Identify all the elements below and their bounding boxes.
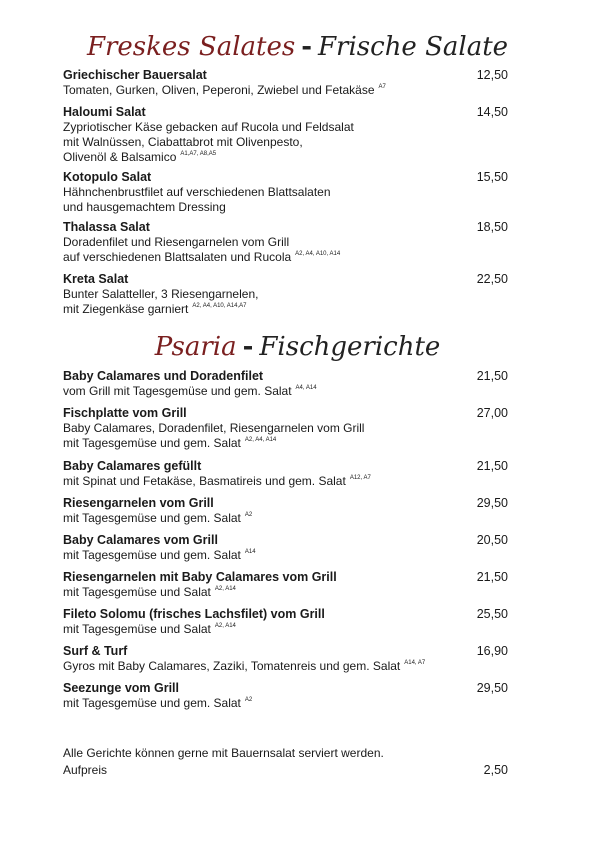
menu-item (63, 495, 513, 526)
dish-price: 21,50 (476, 369, 508, 383)
dish-price: 16,90 (476, 644, 508, 658)
allergen-codes: A7 (378, 84, 386, 90)
menu-item (63, 67, 513, 98)
menu-item (63, 104, 513, 165)
dish-name: Fileto Solomu (frisches Lachsfilet) vom Grill (63, 607, 325, 621)
dish-description (63, 235, 513, 265)
menu-item (63, 569, 513, 600)
salads-title-accent: Freskes Salates (86, 32, 296, 62)
dish-name: Griechischer Bauersalat (63, 68, 207, 82)
dish-name: Baby Calamares und Doradenfilet (63, 369, 264, 383)
dish-description (63, 185, 513, 215)
desc-line: und hausgemachtem Dressing (63, 200, 226, 214)
desc-line: Baby Calamares, Doradenfilet, Riesengarnelen vom Grill (63, 421, 365, 435)
dish-name: Riesengarnelen vom Grill (63, 496, 214, 510)
dish-description (63, 585, 513, 600)
desc-line: mit Walnüssen, Ciabattabrot mit Olivenpesto, (63, 135, 303, 149)
desc-line: vom Grill mit Tagesgemüse und gem. Salat (63, 384, 292, 398)
dish-name: Seezunge vom Grill (63, 681, 180, 695)
dish-name: Baby Calamares vom Grill (63, 533, 218, 547)
dish-price: 15,50 (476, 170, 508, 184)
menu-item (63, 643, 513, 674)
dish-description (63, 120, 513, 165)
desc-line: Zypriotischer Käse gebacken auf Rucola und Feldsalat (63, 120, 354, 134)
dish-price: 20,50 (476, 533, 508, 547)
desc-line: Doradenfilet und Riesengarnelen vom Grill (63, 235, 290, 249)
menu-item (63, 458, 513, 489)
surcharge-label: Aufpreis (63, 763, 108, 777)
dish-price: 22,50 (476, 272, 508, 286)
desc-line: mit Spinat und Fetakäse, Basmatireis und gem. Salat (63, 474, 346, 488)
desc-line: Bunter Salatteller, 3 Riesengarnelen, (63, 287, 259, 301)
salads-title-separator: - (301, 32, 312, 62)
allergen-codes: A14 (244, 549, 256, 555)
allergen-codes: A2 (244, 512, 253, 518)
allergen-codes: A2, A14 (214, 586, 236, 592)
dish-price: 14,50 (476, 105, 508, 119)
dish-name: Fischplatte vom Grill (63, 406, 187, 420)
desc-line: auf verschiedenen Blattsalaten und Rucola (63, 250, 292, 264)
dish-name: Kotopulo Salat (63, 170, 152, 184)
menu-item (63, 405, 513, 451)
desc-line: mit Tagesgemüse und gem. Salat (63, 696, 241, 710)
desc-line: Gyros mit Baby Calamares, Zaziki, Tomatenreis und gem. Salat (63, 659, 401, 673)
dish-description (63, 474, 513, 489)
desc-line: mit Tagesgemüse und gem. Salat (63, 548, 241, 562)
dish-description (63, 421, 513, 451)
salads-title-main: Frische Salate (318, 32, 509, 62)
dish-description (63, 287, 513, 317)
desc-line: mit Ziegenkäse garniert (63, 302, 189, 316)
dish-price: 27,00 (476, 406, 508, 420)
fish-title-separator: - (242, 332, 254, 362)
dish-name: Thalassa Salat (63, 220, 150, 234)
dish-description (63, 659, 513, 674)
fish-title-accent: Psaria (154, 332, 237, 362)
dish-description (63, 384, 513, 399)
menu-item (63, 680, 513, 711)
dish-description (63, 696, 513, 711)
desc-line: Olivenöl & Balsamico (63, 150, 177, 164)
allergen-codes: A2, A14 (214, 623, 236, 629)
surcharge-price: 2,50 (483, 763, 508, 777)
allergen-codes: A2, A4, A14 (244, 437, 277, 443)
allergen-codes: A2 (244, 697, 253, 703)
allergen-codes: A4, A14 (295, 385, 317, 391)
menu-item (63, 606, 513, 637)
menu-item (63, 219, 513, 265)
dish-price: 29,50 (476, 681, 508, 695)
desc-line: mit Tagesgemüse und Salat (63, 585, 211, 599)
menu-item (63, 532, 513, 563)
desc-line: mit Tagesgemüse und Salat (63, 622, 211, 636)
dish-price: 25,50 (476, 607, 508, 621)
fish-title-main: Fischgerichte (259, 332, 441, 362)
dish-price: 21,50 (476, 570, 508, 584)
desc-line: mit Tagesgemüse und gem. Salat (63, 436, 241, 450)
allergen-codes: A14, A7 (404, 660, 426, 666)
desc-line: Tomaten, Gurken, Oliven, Peperoni, Zwiebel und Fetakäse (63, 83, 375, 97)
menu-item (63, 169, 513, 215)
footer-note: Alle Gerichte können gerne mit Bauernsalat serviert werden. (63, 746, 384, 760)
allergen-codes: A2, A4, A10, A14,A7 (192, 303, 247, 309)
dish-description (63, 83, 513, 98)
allergen-codes: A12, A7 (349, 475, 371, 481)
dish-price: 12,50 (476, 68, 508, 82)
dish-name: Haloumi Salat (63, 105, 146, 119)
desc-line: mit Tagesgemüse und gem. Salat (63, 511, 241, 525)
menu-item (63, 368, 513, 399)
allergen-codes: A2, A4, A10, A14 (295, 251, 341, 257)
fish-section-title (0, 332, 595, 362)
dish-name: Riesengarnelen mit Baby Calamares vom Grill (63, 570, 337, 584)
dish-price: 29,50 (476, 496, 508, 510)
dish-price: 21,50 (476, 459, 508, 473)
dish-name: Kreta Salat (63, 272, 129, 286)
dish-description (63, 511, 513, 526)
salads-section-title (0, 32, 595, 62)
dish-price: 18,50 (476, 220, 508, 234)
allergen-codes: A1,A7, A8,A5 (180, 151, 217, 157)
menu-item (63, 271, 513, 317)
dish-name: Surf & Turf (63, 644, 128, 658)
dish-name: Baby Calamares gefüllt (63, 459, 202, 473)
dish-description (63, 548, 513, 563)
dish-description (63, 622, 513, 637)
desc-line: Hähnchenbrustfilet auf verschiedenen Blattsalaten (63, 185, 331, 199)
